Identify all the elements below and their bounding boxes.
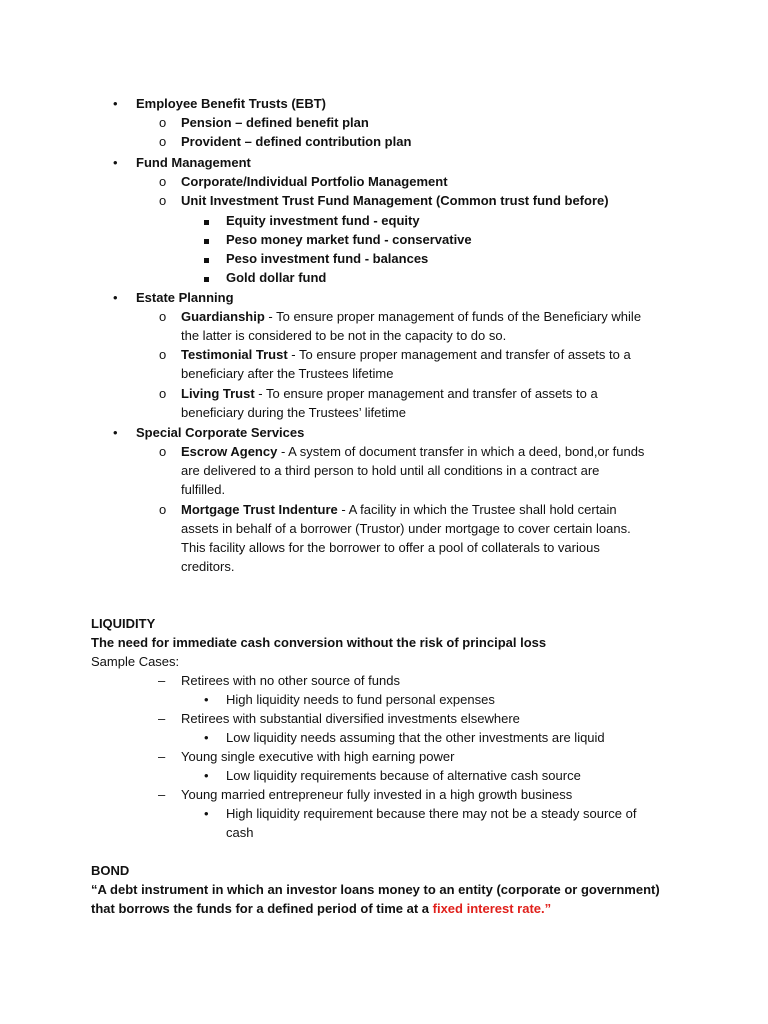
case-detail: High liquidity requirement because there may not be a steady source of bbox=[226, 806, 637, 821]
ebt-item: Provident – defined contribution plan bbox=[181, 134, 412, 149]
living-desc-cont: beneficiary during the Trustees’ lifetime bbox=[181, 405, 406, 420]
testimonial-entry bbox=[181, 347, 631, 363]
square-bullet-icon bbox=[204, 213, 209, 229]
bond-highlight: fixed interest rate.” bbox=[432, 901, 552, 916]
escrow-desc-cont: are delivered to a third person to hold until all conditions in a contract are bbox=[181, 463, 600, 478]
living-entry bbox=[181, 386, 598, 402]
circle-bullet-icon: o bbox=[159, 134, 167, 149]
mortgage-desc-cont: assets in behalf of a borrower (Trustor) under mortgage to cover certain loans. bbox=[181, 521, 631, 536]
case-detail: Low liquidity needs assuming that the other investments are liquid bbox=[226, 730, 605, 745]
case-item: Young single executive with high earning power bbox=[181, 749, 455, 764]
bullet-icon: • bbox=[113, 155, 118, 170]
circle-bullet-icon: o bbox=[159, 174, 167, 189]
mortgage-desc-cont: This facility allows for the borrower to offer a pool of collaterals to various bbox=[181, 540, 600, 555]
bond-quote-line2 bbox=[91, 901, 551, 917]
ebt-item: Pension – defined benefit plan bbox=[181, 115, 369, 130]
dash-bullet-icon: – bbox=[158, 711, 166, 726]
circle-bullet-icon: o bbox=[159, 309, 167, 324]
circle-bullet-icon: o bbox=[159, 444, 167, 459]
testimonial-desc-cont: beneficiary after the Trustees lifetime bbox=[181, 366, 394, 381]
case-item: Retirees with substantial diversified investments elsewhere bbox=[181, 711, 520, 726]
circle-bullet-icon: o bbox=[159, 502, 167, 517]
square-bullet-icon bbox=[204, 232, 209, 248]
estate-planning-title: Estate Planning bbox=[136, 290, 234, 305]
bullet-icon: • bbox=[204, 806, 209, 821]
dash-bullet-icon: – bbox=[158, 749, 166, 764]
mortgage-desc: - A facility in which the Trustee shall hold certain bbox=[337, 502, 617, 517]
fund-item: Peso money market fund - conservative bbox=[226, 232, 472, 247]
bullet-icon: • bbox=[113, 96, 118, 111]
escrow-entry bbox=[181, 444, 644, 460]
bond-quote-line1: “A debt instrument in which an investor loans money to an entity (corporate or government) bbox=[91, 882, 660, 897]
mortgage-term: Mortgage Trust Indenture bbox=[181, 502, 338, 517]
fund-management-item: Unit Investment Trust Fund Management (Common trust fund before) bbox=[181, 193, 609, 208]
sample-cases-label: Sample Cases: bbox=[91, 654, 180, 669]
bullet-icon: • bbox=[113, 290, 118, 305]
living-desc: - To ensure proper management and transfer of assets to a bbox=[254, 386, 598, 401]
bond-heading: BOND bbox=[91, 863, 130, 878]
circle-bullet-icon: o bbox=[159, 193, 167, 208]
guardianship-term: Guardianship bbox=[181, 309, 265, 324]
circle-bullet-icon: o bbox=[159, 386, 167, 401]
case-detail: Low liquidity requirements because of alternative cash source bbox=[226, 768, 581, 783]
fund-management-title: Fund Management bbox=[136, 155, 251, 170]
circle-bullet-icon: o bbox=[159, 347, 167, 362]
bullet-icon: • bbox=[204, 730, 209, 745]
special-corporate-title: Special Corporate Services bbox=[136, 425, 305, 440]
mortgage-entry bbox=[181, 502, 617, 518]
case-item: Retirees with no other source of funds bbox=[181, 673, 400, 688]
ebt-title: Employee Benefit Trusts (EBT) bbox=[136, 96, 326, 111]
guardianship-desc: - To ensure proper management of funds of the Beneficiary while bbox=[264, 309, 642, 324]
bullet-icon: • bbox=[204, 692, 209, 707]
square-bullet-icon bbox=[204, 251, 209, 267]
case-detail-cont: cash bbox=[226, 825, 254, 840]
testimonial-term: Testimonial Trust bbox=[181, 347, 288, 362]
escrow-desc: - A system of document transfer in which a deed, bond,or funds bbox=[277, 444, 645, 459]
escrow-term: Escrow Agency bbox=[181, 444, 278, 459]
dash-bullet-icon: – bbox=[158, 787, 166, 802]
escrow-desc-cont: fulfilled. bbox=[181, 482, 226, 497]
fund-item: Gold dollar fund bbox=[226, 270, 327, 285]
fund-management-item: Corporate/Individual Portfolio Management bbox=[181, 174, 448, 189]
bullet-icon: • bbox=[204, 768, 209, 783]
fund-item: Equity investment fund - equity bbox=[226, 213, 420, 228]
dash-bullet-icon: – bbox=[158, 673, 166, 688]
mortgage-desc-cont: creditors. bbox=[181, 559, 235, 574]
living-term: Living Trust bbox=[181, 386, 255, 401]
fund-item: Peso investment fund - balances bbox=[226, 251, 429, 266]
bullet-icon: • bbox=[113, 425, 118, 440]
case-item: Young married entrepreneur fully invested in a high growth business bbox=[181, 787, 573, 802]
liquidity-definition: The need for immediate cash conversion without the risk of principal loss bbox=[91, 635, 547, 650]
circle-bullet-icon: o bbox=[159, 115, 167, 130]
guardianship-entry bbox=[181, 309, 641, 325]
liquidity-heading: LIQUIDITY bbox=[91, 616, 156, 631]
testimonial-desc: - To ensure proper management and transfer of assets to a bbox=[287, 347, 631, 362]
bond-quote-text: that borrows the funds for a defined period of time at a bbox=[91, 901, 433, 916]
guardianship-desc-cont: the latter is considered to be not in the capacity to do so. bbox=[181, 328, 507, 343]
case-detail: High liquidity needs to fund personal expenses bbox=[226, 692, 495, 707]
square-bullet-icon bbox=[204, 270, 209, 286]
